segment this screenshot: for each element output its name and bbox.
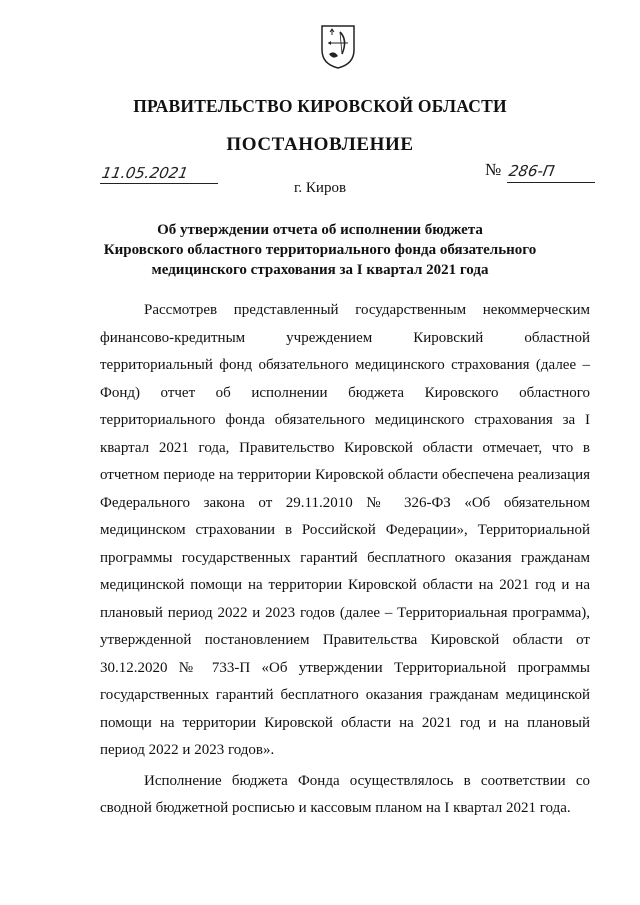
city: г. Киров	[293, 180, 347, 196]
title-line: Кировского областного территориального фонда обязательного	[103, 242, 537, 258]
document-type: ПОСТАНОВЛЕНИЕ	[226, 134, 414, 155]
title-line: Об утверждении отчета об исполнении бюджета	[157, 222, 483, 238]
kirov-coat-of-arms-icon	[320, 24, 356, 70]
number-sign: №	[485, 160, 502, 179]
document-number: 286-П	[507, 162, 556, 180]
resolution-title	[90, 220, 550, 280]
body-paragraph: Рассмотрев представленный государственным некоммерческим финансово-кредитным учреждением Кировский областной территориальный фонд обязательного медицинского страхования (далее – Фонд) отчет об исполнении бюджета Кировского областного территориального фонда обязательного медицинского страхования за I квартал 2021 года, Правительство Кировской области отмечает, что в отчетном периоде на территории Кировской области обеспечена реализация Федерального закона от 29.11.2010 № 326-ФЗ «Об обязательном медицинском страховании в Российской Федерации», Территориальной программы государственных гарантий бесплатного оказания гражданам медицинской помощи на территории Кировской области на 2021 год и на плановый период 2022 и 2023 годов (далее – Территориальная программа), утвержденной постановлением Правительства Кировской области от 30.12.2020 № 733-П «Об утверждении Территориальной программы государственных гарантий бесплатного оказания гражданам медицинской помощи на территории Кировской области на 2021 год и на плановый период 2022 и 2023 годов».	[100, 302, 590, 758]
document-date: 11.05.2021	[100, 164, 190, 182]
document-body	[100, 297, 590, 823]
body-paragraph: Исполнение бюджета Фонда осуществлялось в соответствии со сводной бюджетной росписью и кассовым планом на I квартал 2021 года.	[100, 772, 590, 816]
organization-title: ПРАВИТЕЛЬСТВО КИРОВСКОЙ ОБЛАСТИ	[133, 96, 507, 116]
title-line: медицинского страхования за I квартал 2021 года	[151, 262, 489, 278]
